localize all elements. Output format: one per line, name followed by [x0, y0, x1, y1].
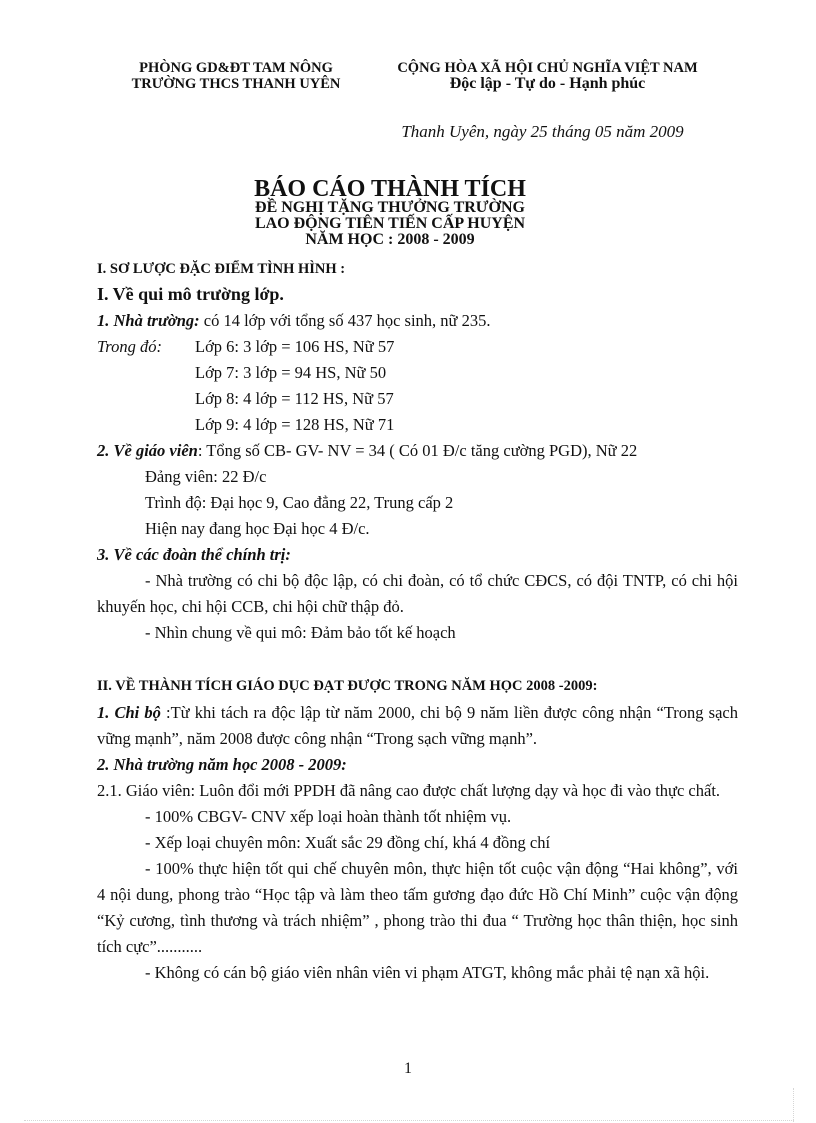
department-name: PHÒNG GD&ĐT TAM NÔNG [139, 60, 333, 76]
report-subtitle-2: LAO ĐỘNG TIÊN TIẾN CẤP HUYỆN [254, 215, 526, 232]
national-header [350, 60, 745, 92]
grade-row: Lớp 9: 4 lớp = 128 HS, Nữ 71 [195, 415, 395, 434]
teacher-text: : Tổng số CB- GV- NV = 34 ( Có 01 Đ/c tăng cường PGD), Nữ 22 [197, 441, 638, 460]
grade-list [97, 334, 738, 438]
teacher-paragraph: 2.1. Giáo viên: Luôn đổi mới PPDH đã nâng cao được chất lượng dạy và học đi vào thực chất. [97, 781, 721, 800]
chibo-paragraph [97, 700, 738, 752]
expertise-paragraph: - Xếp loại chuyên môn: Xuất sắc 29 đồng chí, khá 4 đồng chí [145, 833, 551, 852]
scale-subheading: I. Về qui mô trường lớp. [97, 284, 284, 304]
grade-row: Lớp 8: 4 lớp = 112 HS, Nữ 57 [195, 389, 394, 408]
report-title-block [180, 178, 600, 248]
report-title: BÁO CÁO THÀNH TÍCH [254, 176, 526, 202]
grade-row: Lớp 6: 3 lớp = 106 HS, Nữ 57 [195, 337, 395, 356]
chibo-label: 1. Chi bộ [97, 703, 161, 722]
page-border-dots-vertical [793, 1088, 794, 1122]
date-line: Thanh Uyên, ngày 25 tháng 05 năm 2009 [401, 122, 684, 141]
school-scale-text: có 14 lớp với tổng số 437 học sinh, nữ 235. [199, 311, 491, 330]
school-label: 1. Nhà trường: [97, 311, 200, 330]
school-scale-line [97, 308, 738, 334]
teacher-label: 2. Về giáo viên [97, 441, 198, 460]
country-name: CỘNG HÒA XÃ HỘI CHỦ NGHĨA VIỆT NAM [397, 60, 698, 76]
rating-paragraph: - 100% CBGV- CNV xếp loại hoàn thành tốt nhiệm vụ. [145, 807, 512, 826]
teacher-line [97, 438, 738, 464]
trong-do-label: Trong đó: [97, 337, 162, 356]
teacher-detail: Đảng viên: 22 Đ/c [145, 467, 267, 486]
report-subtitle-1: ĐỀ NGHỊ TẶNG THƯỞNG TRƯỜNG [255, 199, 525, 216]
page-border-dots [24, 1120, 794, 1121]
section-2-heading: II. VỀ THÀNH TÍCH GIÁO DỤC ĐẠT ĐƯỢC TRONG NĂM HỌC 2008 -2009: [97, 678, 598, 694]
orgs-summary: - Nhìn chung về qui mô: Đảm bảo tốt kế hoạch [145, 623, 456, 642]
chibo-text: :Từ khi tách ra độc lập từ năm 2000, chi bộ 9 năm liền được công nhận “Trong sạch vững mạnh”, năm 2008 được công nhận “Trong sạch vững mạnh”. [97, 703, 738, 748]
teacher-detail: Trình độ: Đại học 9, Cao đẳng 22, Trung cấp 2 [145, 493, 454, 512]
violation-paragraph: - Không có cán bộ giáo viên nhân viên vi phạm ATGT, không mắc phải tệ nạn xã hội. [145, 963, 710, 982]
section-2 [97, 672, 738, 986]
section-1 [97, 258, 738, 646]
teacher-detail: Hiện nay đang học Đại học 4 Đ/c. [145, 519, 370, 538]
page-number: 1 [404, 1060, 412, 1077]
orgs-label: 3. Về các đoàn thể chính trị: [97, 545, 291, 564]
orgs-paragraph: - Nhà trường có chi bộ độc lập, có chi đoàn, có tổ chức CĐCS, có đội TNTP, có chi hội khuyến học, chi hội CCB, chi hội chữ thập đỏ. [97, 571, 738, 616]
campaign-paragraph: - 100% thực hiện tốt qui chế chuyên môn, thực hiện tốt cuộc vận động “Hai không”, với 4 nội dung, phong trào “Học tập và làm theo tấm gương đạo đức Hồ Chí Minh” cuộc vận động “Kỷ cương, tình thương và trách nhiệm” , phong trào thi đua “ Trường học thân thiện, học sinh tích cực”........... [97, 859, 738, 956]
grade-row: Lớp 7: 3 lớp = 94 HS, Nữ 50 [195, 363, 387, 382]
report-school-year: NĂM HỌC : 2008 - 2009 [305, 231, 475, 248]
section-1-heading: I. SƠ LƯỢC ĐẶC ĐIỂM TÌNH HÌNH : [97, 261, 346, 277]
department-header [96, 60, 376, 92]
school-name: TRƯỜNG THCS THANH UYÊN [131, 76, 341, 92]
school-year-label: 2. Nhà trường năm học 2008 - 2009: [97, 755, 347, 774]
national-motto: Độc lập - Tự do - Hạnh phúc [449, 75, 646, 92]
